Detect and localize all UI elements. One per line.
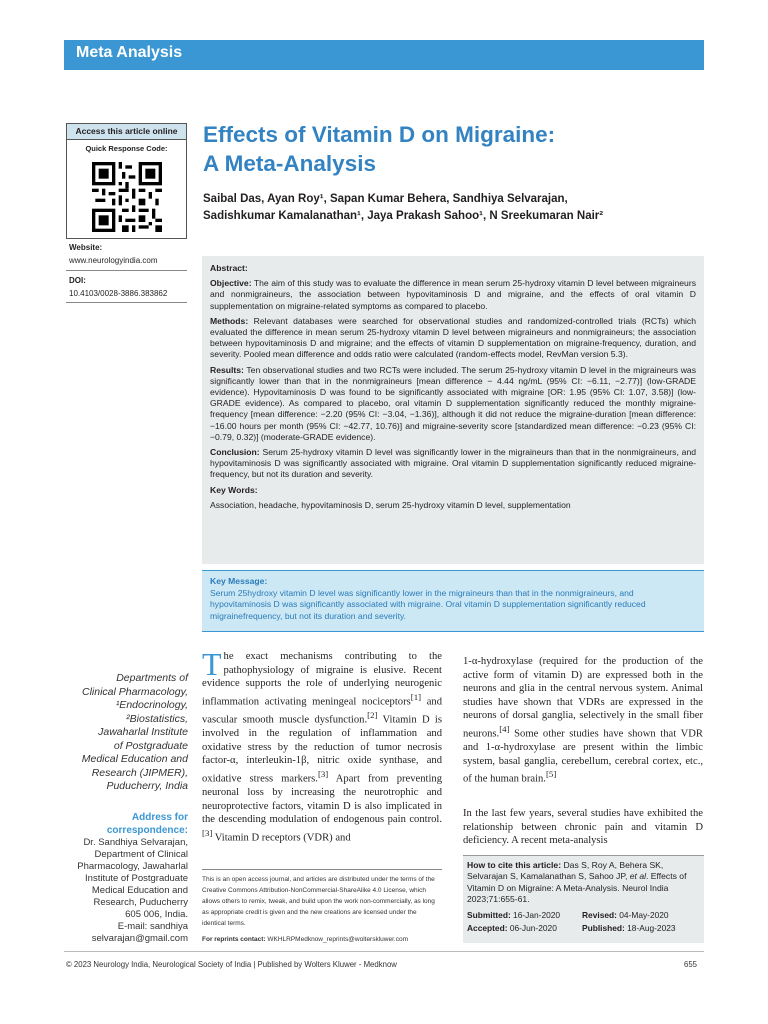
citation-link[interactable]: [3] xyxy=(202,827,213,838)
authors-line-2: Sadishkumar Kamalanathan¹, Jaya Prakash Sahoo¹, N Sreekumaran Nair² xyxy=(203,210,604,222)
website-link[interactable]: www.neurologyindia.com xyxy=(69,256,158,265)
citation-link[interactable]: [3] xyxy=(317,768,329,779)
qr-label: Quick Response Code: xyxy=(85,144,168,153)
citation-text: How to cite this article: Das S, Roy A, Behera SK, Selvarajan S, Kamalanathan S, Sahoo JP, et al. Effects of Vitamin D on Migraine: A Meta-Analysis. Neurol India 2023;71:655-61. xyxy=(467,860,687,904)
abstract-methods: Methods: Relevant databases were searched for observational studies and randomized-controlled trials (RCTs) which evaluated the difference in mean serum 25-hydroxy vitamin D level between migraineurs and nonmigraineurs; the association between hypovitaminosis D and migraine; and the effects of vitamin D supplementation on migraine-frequency, duration, and severity. Pooled mean difference and odds ratio were calculated (random-effects model, RevMan version 5.3). xyxy=(210,315,696,360)
key-message-text: Serum 25hydroxy vitamin D level was significantly lower in the migraineurs than that in the nonmigraineurs, and hypovitaminosis D was significantly associated with migraine. Oral vitamin D supplementation significantly reduced migrainefrequency, but not its duration and severity. xyxy=(210,588,646,621)
page-footer: © 2023 Neurology India, Neurological Society of India | Published by Wolters Kluwer - Medknow xyxy=(66,960,397,969)
body-paragraph: In the last few years, several studies have exhibited the relationship between chronic pain and vitamin D deficiency. A recent meta-analysis xyxy=(463,808,703,847)
divider xyxy=(66,270,187,271)
citation-link[interactable]: [4] xyxy=(499,723,510,734)
doi-link[interactable]: 10.4103/0028-3886.383862 xyxy=(69,289,168,298)
abstract-conclusion: Conclusion: Serum 25-hydroxy vitamin D level was significantly lower in the migraineurs than that in the nonmigraineurs, and hypovitaminosis D was significantly associated with migraine. Oral vitamin D supplementation significantly reduced migraine-frequency, but not its duration and severity. xyxy=(210,447,696,480)
body-column-2: 1-α-hydroxylase (required for the production of the active form of vitamin D) are expressed both in the neurons and glia in the central nervous system. Animal studies have shown that VDRs are expressed in the neurons of dorsal ganglia, selectively in the small fiber neurons.[4] Some other studies have shown that VDR and 1-α-hydroxylase are present within the limbic system, basal ganglia, cerebellum, cerebral cortex, etc., of the human brain.[5] xyxy=(463,656,703,785)
citation-link[interactable]: [1] xyxy=(410,691,422,702)
correspondence-label: Address for correspondence: xyxy=(106,812,188,836)
divider xyxy=(202,869,442,870)
doi-label: DOI: xyxy=(69,276,86,285)
affiliations: Departments of Clinical Pharmacology, ¹Endocrinology, ²Biostatistics, Jawaharlal Institute of Postgraduate Medical Education and Research (JIPMER), Puducherry, India xyxy=(81,672,188,792)
article-title xyxy=(203,120,703,178)
citation-link[interactable]: [2] xyxy=(367,709,378,720)
access-header: Access this article online xyxy=(67,124,186,140)
open-access-notice: This is an open access journal, and articles are distributed under the terms of the Creative Commons Attribution-NonCommercial-ShareAlike 4.0 License, which allows others to remix, tweak, and build upon the work non-commercially, as long as appropriate credit is given and the new creations are licensed under the identical terms. xyxy=(202,876,435,927)
article-dates: Submitted: 16-Jan-2020 Revised: 04-May-2020 Accepted: 06-Jun-2020 Published: 18-Aug-2023 xyxy=(467,910,676,933)
citation-box xyxy=(463,855,704,943)
section-label: Meta Analysis xyxy=(76,44,183,61)
title-line-2: A Meta-Analysis xyxy=(203,151,376,176)
page-number: 655 xyxy=(684,960,698,969)
reprints-contact: For reprints contact: WKHLRPMedknow_reprints@wolterskluwer.com xyxy=(202,936,408,943)
keywords-label: Key Words: xyxy=(210,484,258,495)
email-link[interactable]: selvarajan@gmail.com xyxy=(91,933,188,944)
abstract-box xyxy=(202,256,704,564)
section-banner xyxy=(64,40,704,70)
abstract-objective: Objective: The aim of this study was to evaluate the difference in mean serum 25-hydroxy vitamin D level between migraineurs and nonmigraineurs, the association between hypovitaminosis D and migraine, and the effects of oral vitamin D supplementation on migraine-related symptoms as compared to placebo. xyxy=(210,278,696,311)
abstract-heading: Abstract: xyxy=(210,263,248,273)
divider xyxy=(66,302,187,303)
key-message-title: Key Message: xyxy=(210,576,268,586)
citation-link[interactable]: [5] xyxy=(545,769,557,780)
correspondence-address: Dr. Sandhiya Selvarajan, Department of Clinical Pharmacology, Jawaharlal Institute of Postgraduate Medical Education and Research, Puducherry 605 006, India. E-mail: sandhiya selvarajan@gmail.com xyxy=(60,837,188,945)
author-list xyxy=(203,191,703,225)
access-box xyxy=(66,123,187,239)
website-label: Website: xyxy=(69,243,103,252)
qr-code-icon[interactable] xyxy=(92,162,162,232)
drop-cap: T xyxy=(202,646,222,682)
keywords: Association, headache, hypovitaminosis D, serum 25-hydroxy vitamin D level, supplementation xyxy=(210,499,571,510)
title-line-1: Effects of Vitamin D on Migraine: xyxy=(203,122,556,147)
divider xyxy=(64,951,704,952)
key-message-box xyxy=(202,570,704,632)
body-column-1: The exact mechanisms contributing to the pathophysiology of migraine is elusive. Recent evidence supports the role of underlying neurogenic inflammation activating meningeal nociceptors[1] and vascular smooth muscle dysfunction.[2] Vitamin D is involved in the regulation of inflammation and oxidative stress by the reduction of tumor necrosis factor-α, interleukin-1β, nitric oxide synthase, and oxidative stress markers.[3] Apart from preventing neuronal loss by increasing the neurotrophic and neuroprotective factors, vitamin D is also implicated in the descending modulation of endogenous pain control.[3] Vitamin D receptors (VDR) and xyxy=(202,646,442,844)
abstract-results: Results: Ten observational studies and two RCTs were included. The serum 25-hydroxy vitamin D level in the migraineurs was significantly lower than that in the nonmigraineurs [mean difference − 4.44 ng/mL (95% CI: −6.11, −2.77)] (low-GRADE evidence). Hypovitaminosis D was found to be significantly associated with migraine [OR: 1.95 (95% CI: 1.07, 3.58)] (low-GRADE evidence). As compared to placebo, oral vitamin D supplementation significantly reduced the monthly migraine-frequency [mean difference: −2.20 (95% CI: −3.04, −1.36)], although it did not reduce the migraine-duration [mean difference: −16.00 hours per month (95% CI: −42.77, 10.76)] and migraine-severity score [standardized mean difference: −0.23 (95% CI: −0.79, 0.32)] (moderate-GRADE evidence). xyxy=(210,364,696,442)
authors-line-1: Saibal Das, Ayan Roy¹, Sapan Kumar Behera, Sandhiya Selvarajan, xyxy=(203,193,568,205)
